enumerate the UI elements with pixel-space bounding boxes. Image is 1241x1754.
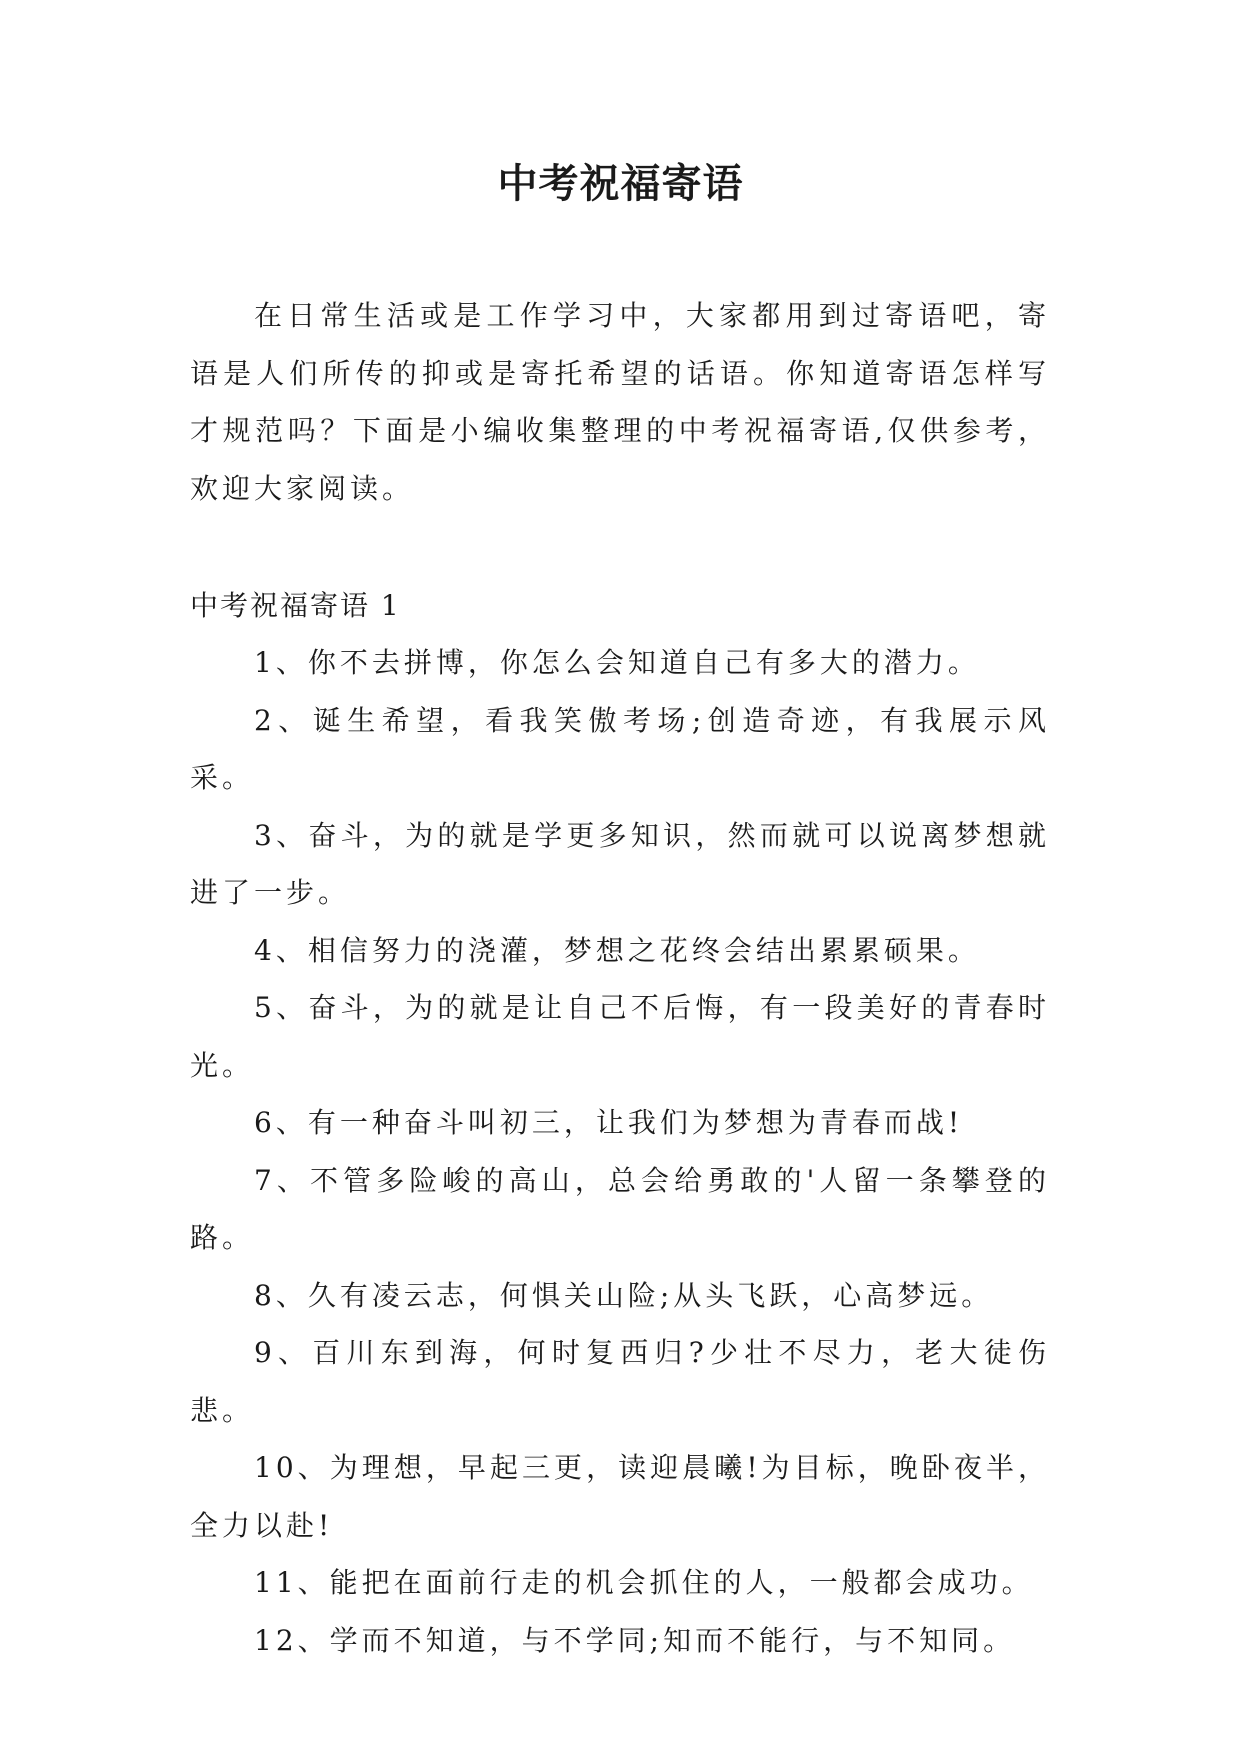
intro-paragraph: 在日常生活或是工作学习中，大家都用到过寄语吧，寄语是人们所传的抑或是寄托希望的话语。你知道寄语怎样写才规范吗？下面是小编收集整理的中考祝福寄语,仅供参考，欢迎大家阅读。: [190, 299, 1050, 505]
list-item: 6、有一种奋斗叫初三，让我们为梦想为青春而战!: [254, 1106, 964, 1139]
list-item: 12、学而不知道，与不学同;知而不能行，与不知同。: [254, 1623, 1016, 1657]
page-title: 中考祝福寄语: [497, 160, 744, 207]
list-item: 1、你不去拼博，你怎么会知道自己有多大的潜力。: [254, 646, 980, 679]
section-heading: 中考祝福寄语 1: [190, 589, 401, 622]
list-item: 8、久有凌云志，何惧关山险;从头飞跃，心高梦远。: [254, 1278, 994, 1312]
list-item: 2、诞生希望，看我笑傲考场;创造奇迹，有我展示风采。: [190, 703, 1050, 794]
list-item: 4、相信努力的浇灌，梦想之花终会结出累累硕果。: [254, 933, 980, 967]
list-item: 11、能把在面前行走的机会抓住的人，一般都会成功。: [254, 1566, 1034, 1599]
list-item: 3、奋斗，为的就是学更多知识，然而就可以说离梦想就进了一步。: [190, 818, 1050, 909]
list-item: 7、不管多险峻的高山，总会给勇敢的'人留一条攀登的路。: [190, 1163, 1050, 1254]
blessing-list: [190, 634, 1050, 1669]
list-item: 10、为理想，早起三更，读迎晨曦!为目标，晚卧夜半，全力以赴!: [190, 1451, 1050, 1542]
list-item: 9、百川东到海，何时复西归?少壮不尽力，老大徒伤悲。: [190, 1336, 1050, 1427]
list-item: 5、奋斗，为的就是让自己不后悔，有一段美好的青春时光。: [190, 991, 1050, 1082]
